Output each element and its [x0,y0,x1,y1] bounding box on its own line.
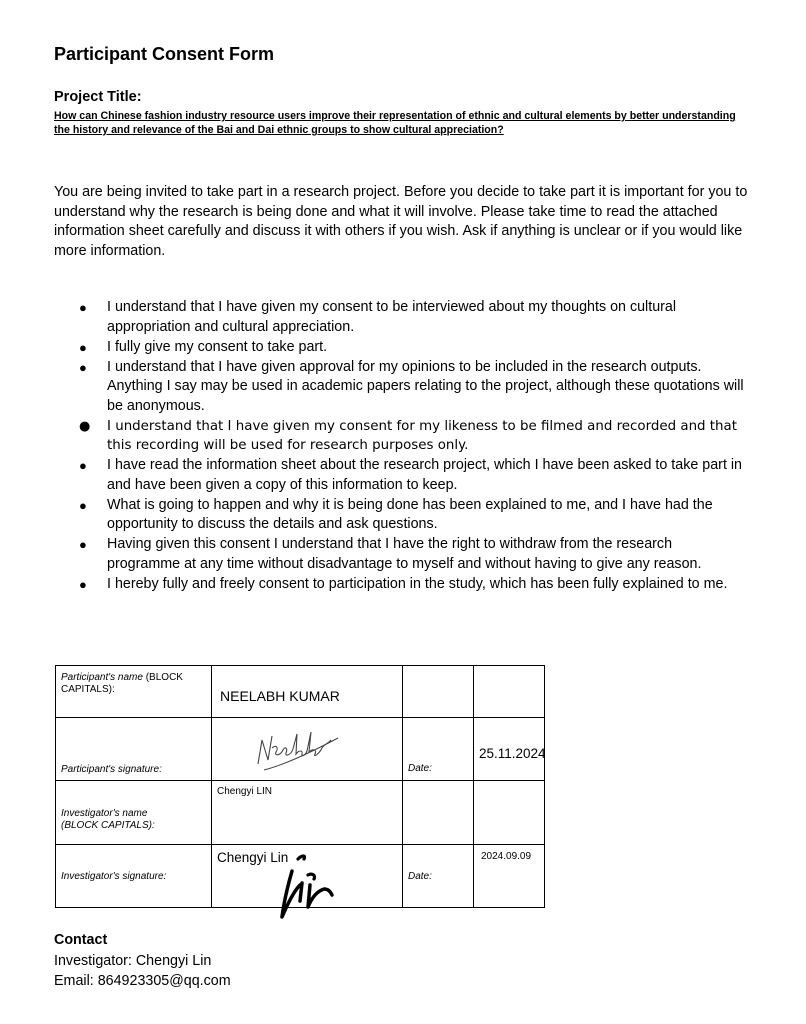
participant-name-label-cell [56,666,212,718]
consent-item-text: I understand that I have given my consent to be interviewed about my thoughts on cultural appropriation and cultural appreciation. [107,299,677,335]
consent-item [54,456,744,495]
bullet-icon: ● [79,418,91,434]
bullet-icon: ● [79,537,87,552]
consent-item-text: What is going to happen and why it is being done has been explained to me, and I have had the opportunity to discuss the details and ask questions. [107,496,713,532]
investigator-name: Chengyi LIN [217,786,273,797]
bullet-icon: ● [79,497,87,513]
participant-date-cell [474,718,545,781]
investigator-signature-image [278,851,348,921]
bullet-icon: ● [79,576,87,592]
bullet-icon: ● [79,300,87,315]
participant-date: 25.11.2024 [479,746,546,761]
page-title: Participant Consent Form [54,44,275,64]
investigator-date-label-cell [403,845,474,908]
investigator-name-label-cell [56,781,212,845]
intro-paragraph: You are being invited to take part in a research project. Before you decide to take part it is important for you to understand why the research is being done and what it will involve. Please take time to read the attached information sheet carefully and discuss it with others if you wish. Ask if anything is unclear or if you would like more information. [54,184,748,259]
project-title-heading: Project Title: [54,89,142,105]
participant-signature-row [56,718,545,781]
investigator-name-row [56,781,545,845]
empty-cell [403,781,474,845]
investigator-signature-row [56,845,545,908]
investigator-name-cell [212,781,403,845]
contact-section [54,930,654,992]
investigator-signature-label-cell [56,845,212,908]
investigator-signature-label: Investigator's signature: [61,871,167,882]
consent-item-text: Having given this consent I understand that I have the right to withdraw from the research programme at any time without disadvantage to myself and without having to give any reason. [107,536,702,572]
investigator-signature-cell [212,845,403,908]
investigator-name-label: Investigator's name (BLOCK CAPITALS): [61,808,155,831]
bullet-icon: ● [79,359,87,375]
empty-cell [474,781,545,845]
consent-item-text: I understand that I have given my consent for my likeness to be filmed and recorded and that this recording will be used for research purposes only. [107,418,737,453]
participant-date-label: Date: [408,763,432,774]
signature-table [55,665,545,908]
participant-signature-label-cell [56,718,212,781]
investigator-date-label: Date: [408,871,432,882]
consent-item-text: I have read the information sheet about the research project, which I have been asked to take part in and have been given a copy of this information to keep. [107,457,743,493]
participant-name: NEELABH KUMAR [220,688,340,704]
consent-item [54,496,744,535]
consent-item-text: I fully give my consent to take part. [107,338,328,355]
consent-item [54,298,744,337]
project-question: How can Chinese fashion industry resource users improve their representation of ethnic and cultural elements by better understanding the history and relevance of the Bai and Dai ethnic groups to show cultural appreciation? [54,110,736,136]
investigator-date: 2024.09.09 [481,851,532,862]
participant-name-row [56,666,545,718]
participant-signature-label: Participant's signature: [61,764,162,775]
bullet-icon: ● [79,339,87,355]
bullet-icon: ● [79,458,87,473]
consent-item-text: I hereby fully and freely consent to participation in the study, which has been fully explained to me. [107,575,728,592]
participant-name-label: Participant's name [61,672,143,683]
empty-cell [474,666,545,718]
investigator-signature-text: Chengyi Lin [217,850,289,865]
consent-item [54,535,744,574]
contact-heading: Contact [54,932,108,948]
participant-date-label-cell [403,718,474,781]
contact-email: Email: 864923305@qq.com [54,973,231,989]
participant-name-cell [212,666,403,718]
block-capitals-label: (BLOCK CAPITALS): [61,672,183,695]
consent-item [54,417,744,456]
consent-statements [54,298,744,595]
consent-item [54,338,744,358]
participant-signature-image [252,726,342,776]
empty-cell [403,666,474,718]
consent-item-text: I understand that I have given approval for my opinions to be included in the research outputs. Anything I say may be used in academic papers relating to the project, although these quotations will be anonymous. [107,358,744,414]
consent-item [54,575,744,595]
participant-signature-cell [212,718,403,781]
consent-item [54,358,744,417]
contact-investigator: Investigator: Chengyi Lin [54,952,212,969]
investigator-date-cell [474,845,545,908]
